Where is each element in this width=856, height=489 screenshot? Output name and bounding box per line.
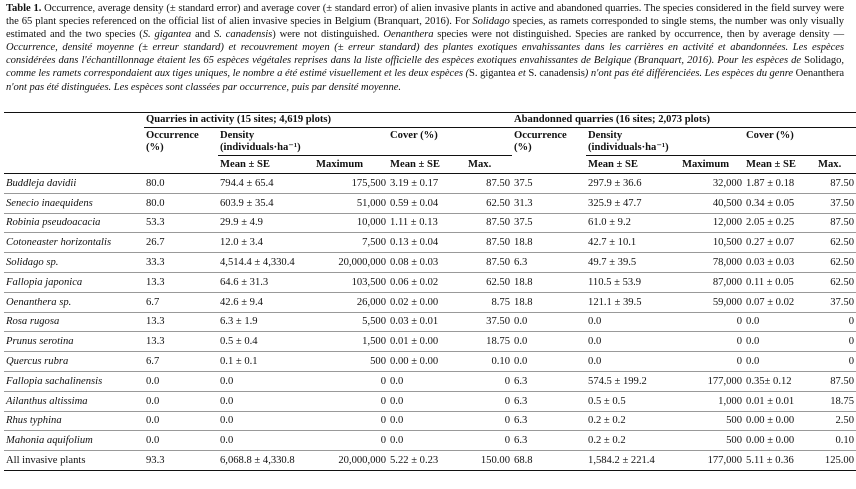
species-name: Prunus serotina (4, 332, 144, 352)
cell-b-dens: 61.0 ± 9.2 (586, 213, 680, 233)
cell-b-cmax: 62.50 (816, 253, 856, 273)
table-row (4, 213, 856, 233)
cell-b-dens: 0.0 (586, 352, 680, 372)
cell-b-occ: 18.8 (512, 292, 586, 312)
cell-a-occ: 13.3 (144, 272, 218, 292)
cell-b-dens: 325.9 ± 47.7 (586, 193, 680, 213)
cell-a-occ: 13.3 (144, 312, 218, 332)
cell-b-dmax: 40,500 (680, 193, 744, 213)
species-name: Ailanthus altissima (4, 391, 144, 411)
species-name: Buddleja davidii (4, 174, 144, 194)
invasive-species-table (4, 112, 856, 471)
cell-b-cov: 0.34 ± 0.05 (744, 193, 816, 213)
cell-a-cmax: 62.50 (466, 193, 512, 213)
header-maximum: Maximum (314, 155, 388, 174)
cell-a-cmax: 87.50 (466, 174, 512, 194)
cell-a-dmax: 500 (314, 352, 388, 372)
cell-b-dmax: 0 (680, 332, 744, 352)
cell-b-occ: 6.3 (512, 371, 586, 391)
table-row (4, 431, 856, 451)
cell-b-dmax: 0 (680, 312, 744, 332)
species-name: Senecio inaequidens (4, 193, 144, 213)
cell-a-dmax: 26,000 (314, 292, 388, 312)
cell-a-dmax: 5,500 (314, 312, 388, 332)
cell-a-cmax: 150.00 (466, 451, 512, 471)
cell-a-dens: 0.1 ± 0.1 (218, 352, 314, 372)
species-name: Rosa rugosa (4, 312, 144, 332)
cell-b-cov: 0.07 ± 0.02 (744, 292, 816, 312)
cell-b-occ: 68.8 (512, 451, 586, 471)
cell-b-occ: 6.3 (512, 391, 586, 411)
cell-b-cov: 0.03 ± 0.03 (744, 253, 816, 273)
cell-a-dens: 794.4 ± 65.4 (218, 174, 314, 194)
cell-a-dens: 64.6 ± 31.3 (218, 272, 314, 292)
cell-b-cmax: 0 (816, 332, 856, 352)
cell-b-cov: 0.27 ± 0.07 (744, 233, 816, 253)
cell-b-dens: 0.0 (586, 332, 680, 352)
cell-b-cov: 5.11 ± 0.36 (744, 451, 816, 471)
cell-b-dens: 0.2 ± 0.2 (586, 431, 680, 451)
cell-a-cmax: 0 (466, 391, 512, 411)
cell-b-cmax: 125.00 (816, 451, 856, 471)
cell-a-dens: 4,514.4 ± 4,330.4 (218, 253, 314, 273)
cell-a-dens: 0.0 (218, 391, 314, 411)
cell-a-dmax: 1,500 (314, 332, 388, 352)
cell-a-cov: 0.03 ± 0.01 (388, 312, 466, 332)
species-name: Cotoneaster horizontalis (4, 233, 144, 253)
cell-a-dens: 42.6 ± 9.4 (218, 292, 314, 312)
cell-b-cov: 0.00 ± 0.00 (744, 411, 816, 431)
cell-b-cmax: 0.10 (816, 431, 856, 451)
cell-b-cov: 2.05 ± 0.25 (744, 213, 816, 233)
header-mean-se: Mean ± SE (388, 155, 466, 174)
cell-b-dens: 297.9 ± 36.6 (586, 174, 680, 194)
table-row (4, 253, 856, 273)
cell-b-dens: 1,584.2 ± 221.4 (586, 451, 680, 471)
cell-a-dens: 0.5 ± 0.4 (218, 332, 314, 352)
cell-a-occ: 6.7 (144, 292, 218, 312)
cell-b-dmax: 78,000 (680, 253, 744, 273)
cell-a-cov: 0.00 ± 0.00 (388, 352, 466, 372)
cell-a-dens: 603.9 ± 35.4 (218, 193, 314, 213)
cell-a-occ: 13.3 (144, 332, 218, 352)
table-row (4, 193, 856, 213)
cell-a-cmax: 62.50 (466, 272, 512, 292)
species-name: All invasive plants (4, 451, 144, 471)
header-mean-se: Mean ± SE (744, 155, 816, 174)
cell-a-dmax: 20,000,000 (314, 451, 388, 471)
cell-a-occ: 0.0 (144, 431, 218, 451)
cell-a-cov: 0.13 ± 0.04 (388, 233, 466, 253)
table-row (4, 292, 856, 312)
cell-b-cov: 0.0 (744, 352, 816, 372)
cell-b-occ: 37.5 (512, 213, 586, 233)
table-row (4, 272, 856, 292)
cell-a-cov: 1.11 ± 0.13 (388, 213, 466, 233)
cell-a-cov: 0.01 ± 0.00 (388, 332, 466, 352)
header-occurrence: Occurrence (%) (512, 127, 586, 155)
cell-a-occ: 80.0 (144, 174, 218, 194)
cell-a-cmax: 37.50 (466, 312, 512, 332)
table-row (4, 352, 856, 372)
cell-b-dmax: 177,000 (680, 371, 744, 391)
cell-b-occ: 0.0 (512, 352, 586, 372)
cell-b-cmax: 37.50 (816, 193, 856, 213)
cell-a-cmax: 0 (466, 431, 512, 451)
header-occurrence: Occurrence (%) (144, 127, 218, 155)
cell-b-dmax: 59,000 (680, 292, 744, 312)
cell-a-dens: 6.3 ± 1.9 (218, 312, 314, 332)
header-active-quarries: Quarries in activity (15 sites; 4,619 plots) (144, 113, 512, 128)
table-row (4, 174, 856, 194)
cell-b-occ: 18.8 (512, 272, 586, 292)
cell-a-dmax: 0 (314, 411, 388, 431)
cell-a-dens: 0.0 (218, 371, 314, 391)
species-name: Fallopia japonica (4, 272, 144, 292)
cell-b-cmax: 62.50 (816, 233, 856, 253)
cell-b-dmax: 177,000 (680, 451, 744, 471)
cell-a-dmax: 51,000 (314, 193, 388, 213)
cell-a-occ: 0.0 (144, 371, 218, 391)
table-row (4, 371, 856, 391)
header-max: Max. (816, 155, 856, 174)
cell-a-occ: 26.7 (144, 233, 218, 253)
cell-b-dens: 42.7 ± 10.1 (586, 233, 680, 253)
species-name: Oenanthera sp. (4, 292, 144, 312)
cell-b-cmax: 87.50 (816, 213, 856, 233)
cell-a-dmax: 103,500 (314, 272, 388, 292)
cell-b-cov: 0.0 (744, 312, 816, 332)
cell-b-dmax: 1,000 (680, 391, 744, 411)
table-row (4, 312, 856, 332)
header-density: Density (individuals·ha⁻¹) (586, 127, 744, 155)
cell-a-cov: 0.0 (388, 431, 466, 451)
cell-a-cov: 0.08 ± 0.03 (388, 253, 466, 273)
cell-a-cov: 0.06 ± 0.02 (388, 272, 466, 292)
cell-b-occ: 6.3 (512, 253, 586, 273)
cell-a-dmax: 20,000,000 (314, 253, 388, 273)
cell-a-cmax: 87.50 (466, 213, 512, 233)
cell-a-cov: 0.59 ± 0.04 (388, 193, 466, 213)
cell-b-dens: 49.7 ± 39.5 (586, 253, 680, 273)
cell-a-cov: 0.0 (388, 411, 466, 431)
table-row (4, 391, 856, 411)
species-name: Quercus rubra (4, 352, 144, 372)
cell-b-cov: 1.87 ± 0.18 (744, 174, 816, 194)
cell-b-dmax: 12,000 (680, 213, 744, 233)
cell-b-dmax: 10,500 (680, 233, 744, 253)
cell-b-dmax: 32,000 (680, 174, 744, 194)
cell-a-cmax: 8.75 (466, 292, 512, 312)
cell-b-occ: 0.0 (512, 332, 586, 352)
cell-b-dmax: 0 (680, 352, 744, 372)
cell-a-dmax: 0 (314, 391, 388, 411)
cell-a-dens: 6,068.8 ± 4,330.8 (218, 451, 314, 471)
cell-b-cov: 0.35± 0.12 (744, 371, 816, 391)
header-mean-se: Mean ± SE (218, 155, 314, 174)
table-header (4, 113, 856, 174)
cell-b-dens: 0.0 (586, 312, 680, 332)
species-name: Rhus typhina (4, 411, 144, 431)
cell-a-cmax: 87.50 (466, 253, 512, 273)
cell-b-cmax: 18.75 (816, 391, 856, 411)
header-cover: Cover (%) (388, 127, 512, 155)
cell-a-dmax: 10,000 (314, 213, 388, 233)
cell-a-cmax: 87.50 (466, 233, 512, 253)
header-abandoned-quarries: Abandonned quarries (16 sites; 2,073 plots) (512, 113, 856, 128)
table-caption: Table 1. Occurrence, average density (± standard error) and average cover (± standard error) of alien invasive plants in active and abandoned quarries. The species considered in the field survey were the 65 plant species referenced on the official list of alien invasive species in Belgium (Branquart, 2016). For Solidago species, as ramets corresponded to single stems, the number was only visually estimated and the two species (S. gigantea and S. canadensis) were not distinguished. Oenanthera species were not distinguished. Species are ranked by occurrence, then by average density — Occurrence, densité moyenne (± erreur standard) et recouvrement moyen (± erreur standard) des plantes exotiques envahissantes dans les carrières en activité et abandonnées. Les espèces considérées dans l'échantillonnage étaient les 65 espèces végétales reprises dans la liste officielle des espèces exotiques envahissantes de Belgique (Branquart, 2016). Pour les espèces de Solidago, comme les ramets correspondaient aux tiges uniques, le nombre a été estimé visuellement et les deux espèces (S. gigantea et S. canadensis) n'ont pas été différenciées. Les espèces du genre Oenanthera n'ont pas été distinguées. Les espèces sont classées par occurrence, puis par densité moyenne. (6, 3, 845, 93)
cell-b-dens: 110.5 ± 53.9 (586, 272, 680, 292)
cell-b-cov: 0.11 ± 0.05 (744, 272, 816, 292)
header-density: Density (individuals·ha⁻¹) (218, 127, 388, 155)
cell-b-dmax: 500 (680, 431, 744, 451)
cell-a-occ: 0.0 (144, 391, 218, 411)
header-cover: Cover (%) (744, 127, 856, 155)
cell-b-cmax: 87.50 (816, 174, 856, 194)
cell-b-cmax: 0 (816, 312, 856, 332)
cell-b-cov: 0.0 (744, 332, 816, 352)
cell-b-cov: 0.01 ± 0.01 (744, 391, 816, 411)
cell-a-cov: 0.0 (388, 391, 466, 411)
species-name: Fallopia sachalinensis (4, 371, 144, 391)
cell-b-cov: 0.00 ± 0.00 (744, 431, 816, 451)
cell-b-dens: 0.2 ± 0.2 (586, 411, 680, 431)
cell-b-cmax: 37.50 (816, 292, 856, 312)
cell-b-dmax: 87,000 (680, 272, 744, 292)
cell-a-occ: 53.3 (144, 213, 218, 233)
table-body (4, 174, 856, 471)
table-row (4, 332, 856, 352)
cell-b-cmax: 87.50 (816, 371, 856, 391)
cell-a-dmax: 7,500 (314, 233, 388, 253)
table-row (4, 233, 856, 253)
cell-a-cmax: 0 (466, 411, 512, 431)
header-maximum: Maximum (680, 155, 744, 174)
cell-b-occ: 6.3 (512, 431, 586, 451)
header-max: Max. (466, 155, 512, 174)
cell-b-occ: 31.3 (512, 193, 586, 213)
cell-a-dmax: 175,500 (314, 174, 388, 194)
cell-b-dens: 574.5 ± 199.2 (586, 371, 680, 391)
cell-a-cov: 3.19 ± 0.17 (388, 174, 466, 194)
species-name: Solidago sp. (4, 253, 144, 273)
cell-b-occ: 37.5 (512, 174, 586, 194)
cell-a-cmax: 0 (466, 371, 512, 391)
cell-b-dmax: 500 (680, 411, 744, 431)
cell-a-occ: 33.3 (144, 253, 218, 273)
cell-b-cmax: 2.50 (816, 411, 856, 431)
cell-a-dmax: 0 (314, 431, 388, 451)
cell-b-cmax: 0 (816, 352, 856, 372)
cell-a-cmax: 18.75 (466, 332, 512, 352)
cell-a-dens: 0.0 (218, 431, 314, 451)
cell-b-dens: 121.1 ± 39.5 (586, 292, 680, 312)
cell-a-occ: 0.0 (144, 411, 218, 431)
cell-a-dmax: 0 (314, 371, 388, 391)
cell-a-cov: 0.02 ± 0.00 (388, 292, 466, 312)
cell-a-occ: 93.3 (144, 451, 218, 471)
cell-a-occ: 80.0 (144, 193, 218, 213)
cell-a-occ: 6.7 (144, 352, 218, 372)
cell-a-dens: 12.0 ± 3.4 (218, 233, 314, 253)
caption-label: Table 1. (6, 3, 42, 14)
table-row (4, 411, 856, 431)
cell-a-cov: 5.22 ± 0.23 (388, 451, 466, 471)
cell-a-dens: 29.9 ± 4.9 (218, 213, 314, 233)
cell-b-occ: 0.0 (512, 312, 586, 332)
table-row (4, 451, 856, 471)
species-name: Robinia pseudoacacia (4, 213, 144, 233)
cell-b-occ: 6.3 (512, 411, 586, 431)
species-name: Mahonia aquifolium (4, 431, 144, 451)
cell-a-dens: 0.0 (218, 411, 314, 431)
cell-b-occ: 18.8 (512, 233, 586, 253)
cell-b-dens: 0.5 ± 0.5 (586, 391, 680, 411)
cell-a-cmax: 0.10 (466, 352, 512, 372)
cell-a-cov: 0.0 (388, 371, 466, 391)
cell-b-cmax: 62.50 (816, 272, 856, 292)
header-mean-se: Mean ± SE (586, 155, 680, 174)
